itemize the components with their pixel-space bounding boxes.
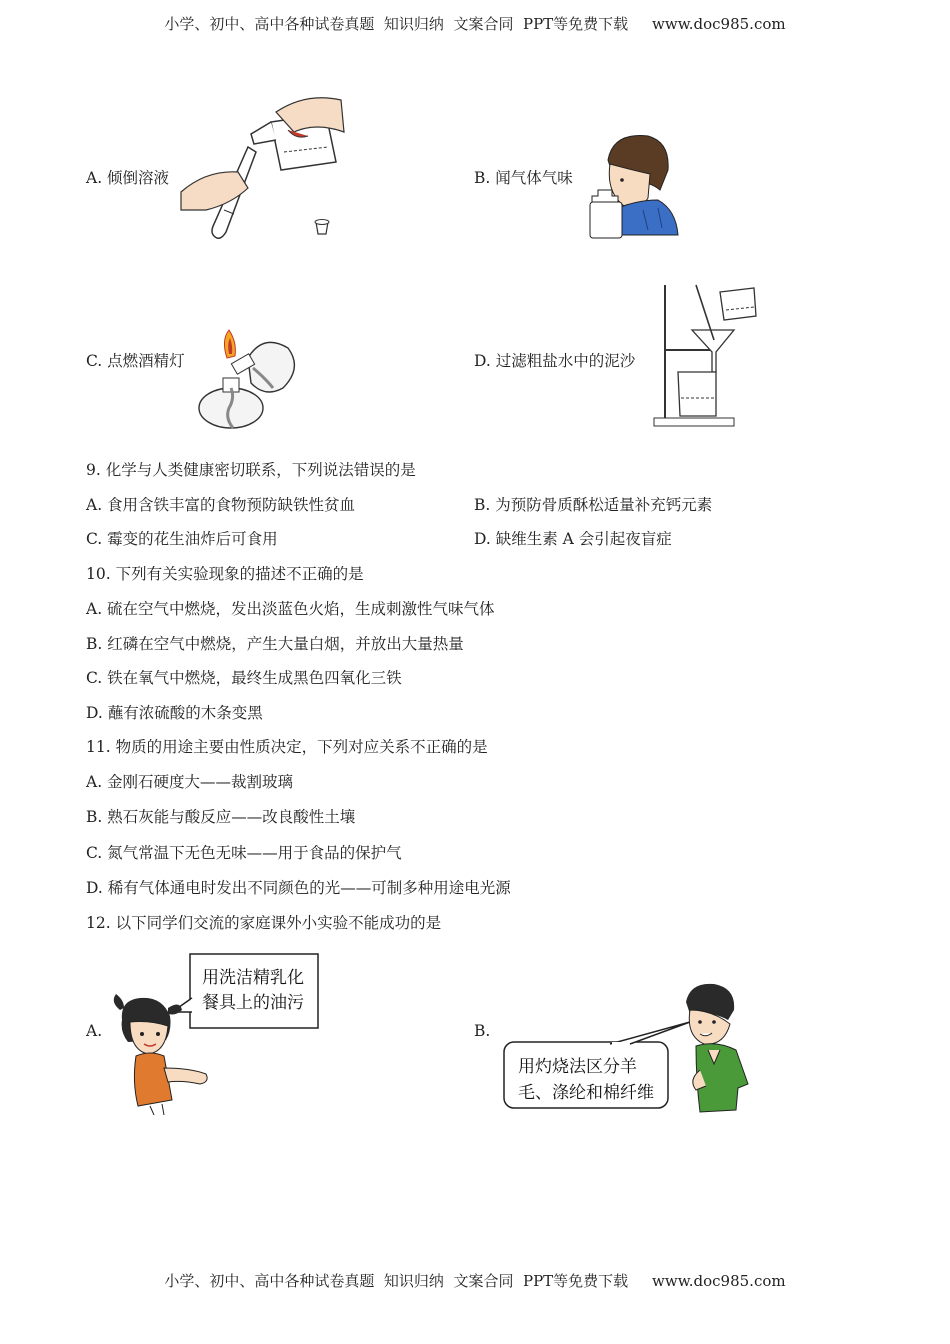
- q12-b-bubble-line1: 用灼烧法区分羊: [518, 1057, 637, 1077]
- smelling-gas-illustration: [588, 130, 683, 240]
- q10-option-b: B. 红磷在空气中燃烧，产生大量白烟，并放出大量热量: [86, 635, 464, 653]
- q10-option-c: C. 铁在氧气中燃烧，最终生成黑色四氧化三铁: [86, 669, 402, 687]
- q10-option-a: A. 硫在空气中燃烧，发出淡蓝色火焰，生成刺激性气味气体: [86, 600, 495, 618]
- q9-option-a: A. 食用含铁丰富的食物预防缺铁性贫血: [86, 496, 356, 514]
- q11-option-c: C. 氮气常温下无色无味——用于食品的保护气: [86, 844, 402, 862]
- q12-option-b-illustration: [500, 980, 760, 1115]
- q12-stem: 12. 以下同学们交流的家庭课外小实验不能成功的是: [86, 914, 442, 932]
- q11-option-d: D. 稀有气体通电时发出不同颜色的光——可制多种用途电光源: [86, 879, 511, 897]
- q12-b-bubble-line2: 毛、涤纶和棉纤维: [518, 1083, 654, 1103]
- q9-option-d: D. 缺维生素 A 会引起夜盲症: [474, 530, 672, 548]
- q11-option-a: A. 金刚石硬度大——裁割玻璃: [86, 773, 294, 791]
- q12-option-a-label: A.: [86, 1022, 103, 1040]
- q8-option-b: B. 闻气体气味: [474, 169, 573, 187]
- pouring-solution-illustration: [176, 92, 346, 242]
- q11-stem: 11. 物质的用途主要由性质决定，下列对应关系不正确的是: [86, 738, 488, 756]
- q12-a-bubble-line2: 餐具上的油污: [202, 993, 304, 1013]
- q9-option-b: B. 为预防骨质酥松适量补充钙元素: [474, 496, 713, 514]
- q9-option-c: C. 霉变的花生油炸后可食用: [86, 530, 278, 548]
- q8-option-c: C. 点燃酒精灯: [86, 352, 185, 370]
- page-header: 小学、初中、高中各种试卷真题 知识归纳 文案合同 PPT等免费下载 www.doc985.com: [164, 15, 786, 33]
- page-footer: 小学、初中、高中各种试卷真题 知识归纳 文案合同 PPT等免费下载 www.doc985.com: [164, 1272, 786, 1290]
- q9-stem: 9. 化学与人类健康密切联系，下列说法错误的是: [86, 461, 416, 479]
- alcohol-lamp-illustration: [193, 328, 303, 433]
- q10-stem: 10. 下列有关实验现象的描述不正确的是: [86, 565, 364, 583]
- q8-option-d: D. 过滤粗盐水中的泥沙: [474, 352, 636, 370]
- filtration-illustration: [650, 280, 760, 430]
- q8-option-a: A. 倾倒溶液: [86, 169, 170, 187]
- q12-option-b-label: B.: [474, 1022, 491, 1040]
- q10-option-d: D. 蘸有浓硫酸的木条变黑: [86, 704, 263, 722]
- q11-option-b: B. 熟石灰能与酸反应——改良酸性土壤: [86, 808, 356, 826]
- q12-a-bubble-line1: 用洗洁精乳化: [202, 968, 304, 988]
- q12-option-a-illustration: [110, 950, 325, 1115]
